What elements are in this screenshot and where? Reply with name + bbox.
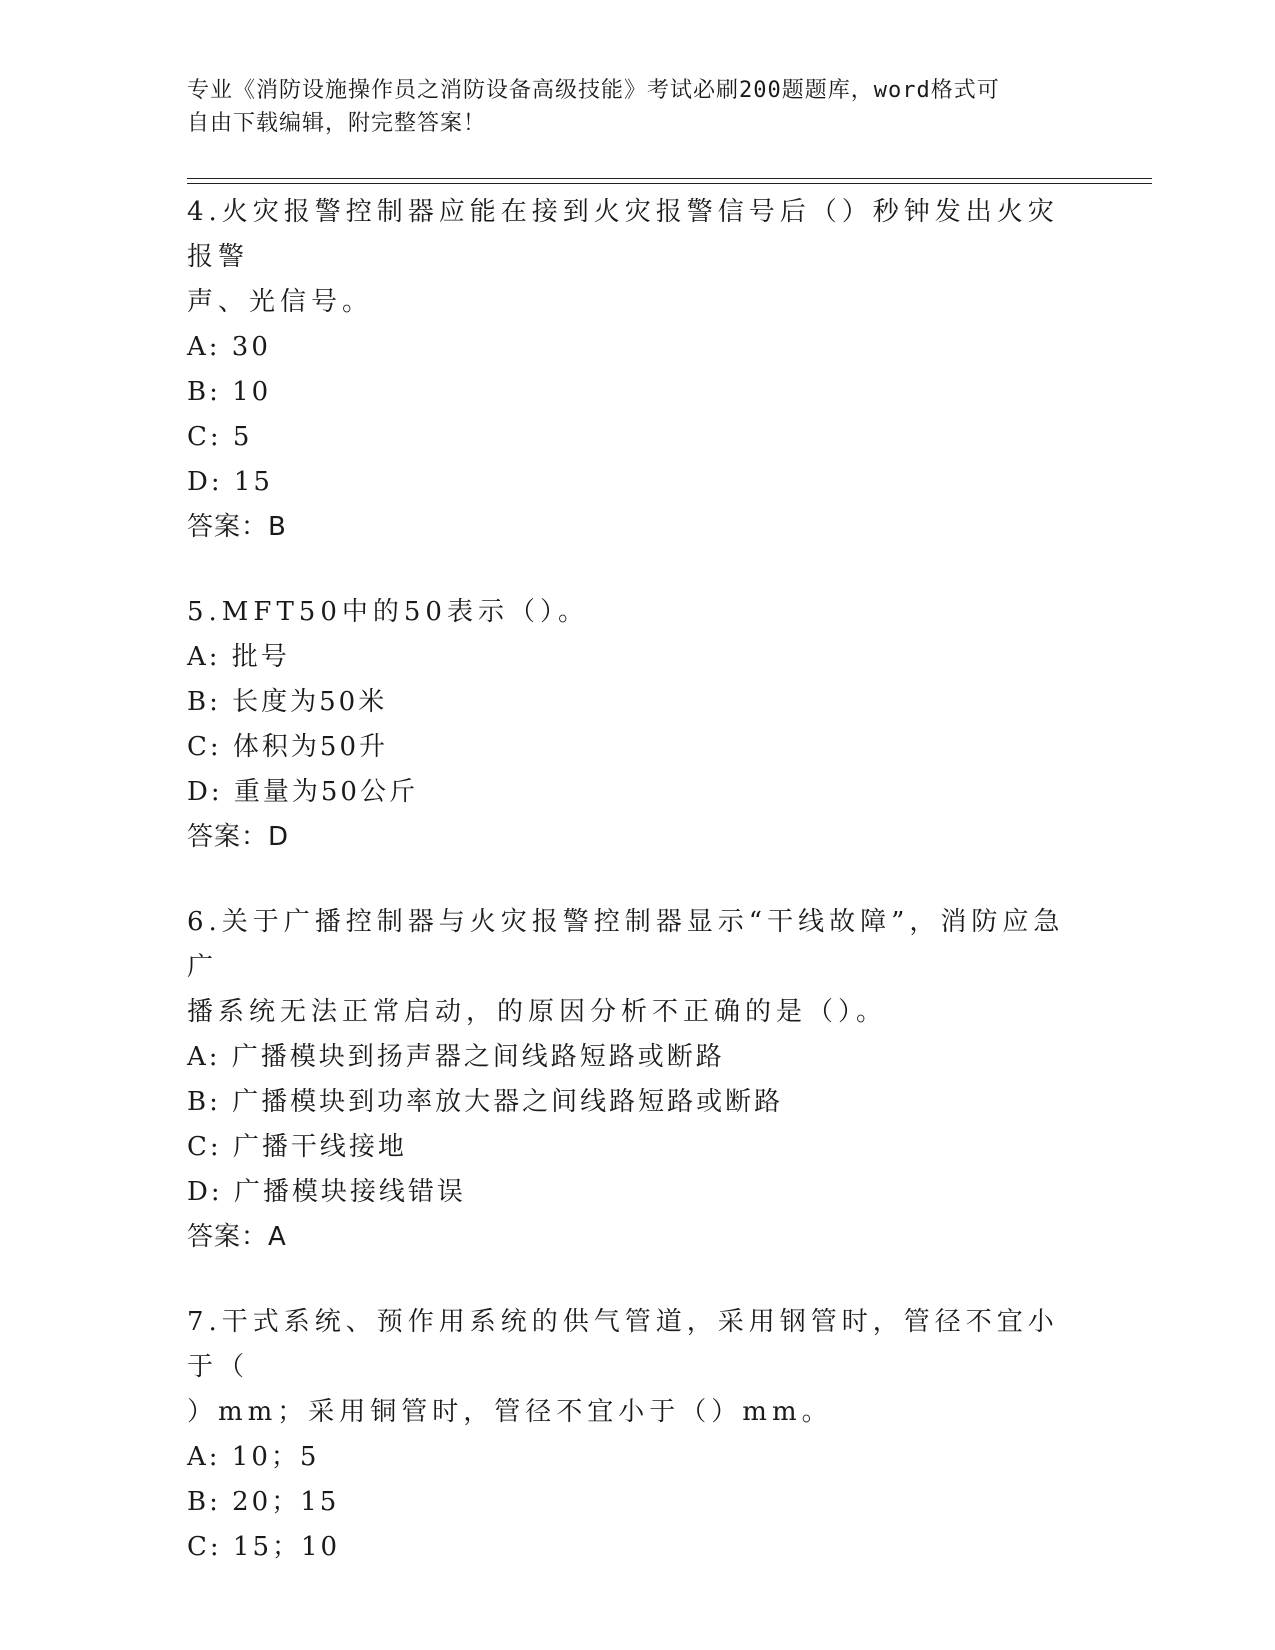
document-header bbox=[187, 74, 1067, 140]
option-c: C: 15；10 bbox=[187, 1532, 341, 1562]
question-stem: 4.火灾报警控制器应能在接到火灾报警信号后（）秒钟发出火灾报警 bbox=[187, 197, 1059, 272]
option-b: B: 20；15 bbox=[187, 1487, 340, 1517]
option-b: B: 长度为50米 bbox=[187, 687, 388, 717]
header-divider-bottom bbox=[187, 183, 1152, 184]
option-a: A: 30 bbox=[187, 332, 271, 362]
option-b: B: 10 bbox=[187, 377, 272, 407]
question-4 bbox=[187, 190, 1087, 550]
option-c: C: 广播干线接地 bbox=[187, 1132, 407, 1162]
question-stem: 6.关于广播控制器与火灾报警控制器显示“干线故障”，消防应急广 bbox=[187, 907, 1065, 982]
question-stem-continued: 播系统无法正常启动，的原因分析不正确的是（）。 bbox=[187, 997, 888, 1027]
question-5 bbox=[187, 590, 1087, 860]
option-a: A: 10；5 bbox=[187, 1442, 320, 1472]
question-6 bbox=[187, 900, 1087, 1260]
header-line-1: 专业《消防设施操作员之消防设备高级技能》考试必刷200题题库，word格式可 bbox=[187, 78, 1000, 103]
answer-line: 答案：D bbox=[187, 822, 290, 852]
option-d: D: 广播模块接线错误 bbox=[187, 1177, 466, 1207]
option-c: C: 体积为50升 bbox=[187, 732, 389, 762]
option-d: D: 重量为50公斤 bbox=[187, 777, 418, 807]
question-stem-continued: 声、光信号。 bbox=[187, 287, 374, 317]
option-c: C: 5 bbox=[187, 422, 253, 452]
question-stem: 5.MFT50中的50表示（）。 bbox=[187, 597, 589, 627]
option-a: A: 广播模块到扬声器之间线路短路或断路 bbox=[187, 1042, 725, 1072]
header-divider-top bbox=[187, 178, 1152, 179]
question-7 bbox=[187, 1300, 1087, 1570]
option-d: D: 15 bbox=[187, 467, 273, 497]
question-stem: 7.干式系统、预作用系统的供气管道，采用钢管时，管径不宜小于（ bbox=[187, 1307, 1059, 1382]
option-b: B: 广播模块到功率放大器之间线路短路或断路 bbox=[187, 1087, 784, 1117]
answer-line: 答案：A bbox=[187, 1222, 287, 1252]
header-line-2: 自由下载编辑，附完整答案！ bbox=[187, 111, 487, 136]
question-stem-continued: ）mm；采用铜管时，管径不宜小于（）mm。 bbox=[187, 1397, 833, 1427]
answer-line: 答案：B bbox=[187, 512, 287, 542]
question-list bbox=[187, 190, 1087, 1610]
option-a: A: 批号 bbox=[187, 642, 290, 672]
